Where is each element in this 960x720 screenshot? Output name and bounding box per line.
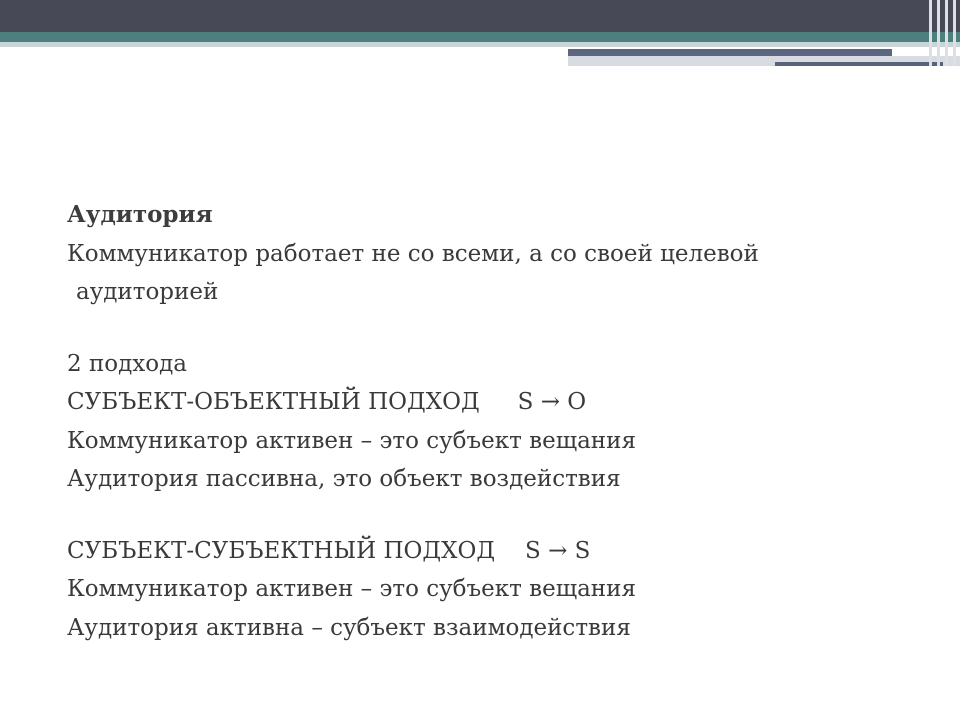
header-light-stripe [0, 42, 960, 47]
vertical-line [929, 0, 932, 66]
approach-1-title: СУБЪЕКТ-ОБЪЕКТНЫЙ ПОДХОД [67, 389, 480, 415]
intro-text-line-1: Коммуникатор работает не со всеми, а со своей целевой [67, 240, 759, 267]
header-teal-stripe [0, 32, 960, 42]
slide-body [67, 196, 897, 647]
approach-1-line-1: Коммуникатор активен – это субъект вещания [67, 427, 636, 454]
vertical-line [937, 0, 940, 66]
approach-2-formula: S → S [525, 537, 591, 564]
intro-text-line-2: аудиторией [76, 279, 219, 305]
slide-heading: Аудитория [67, 201, 213, 228]
paragraph-gap [67, 499, 897, 532]
accent-bar-navy-lower [775, 62, 943, 66]
accent-bar-navy [568, 49, 892, 56]
approach-1-line-2: Аудитория пассивна, это объект воздействия [67, 466, 621, 492]
approach-2-heading [67, 532, 897, 571]
vertical-line [945, 0, 948, 66]
approaches-count: 2 подхода [67, 350, 187, 377]
vertical-line [953, 0, 956, 66]
approach-2-title: СУБЪЕКТ-СУБЪЕКТНЫЙ ПОДХОД [67, 537, 496, 564]
approach-2-line-1: Коммуникатор активен – это субъект вещания [67, 576, 636, 602]
approach-1-formula: S → O [517, 389, 587, 415]
header-dark-band [0, 0, 960, 32]
approach-1-heading [67, 383, 897, 422]
paragraph-gap [67, 312, 897, 345]
approach-2-line-2: Аудитория активна – субъект взаимодействия [67, 614, 631, 641]
